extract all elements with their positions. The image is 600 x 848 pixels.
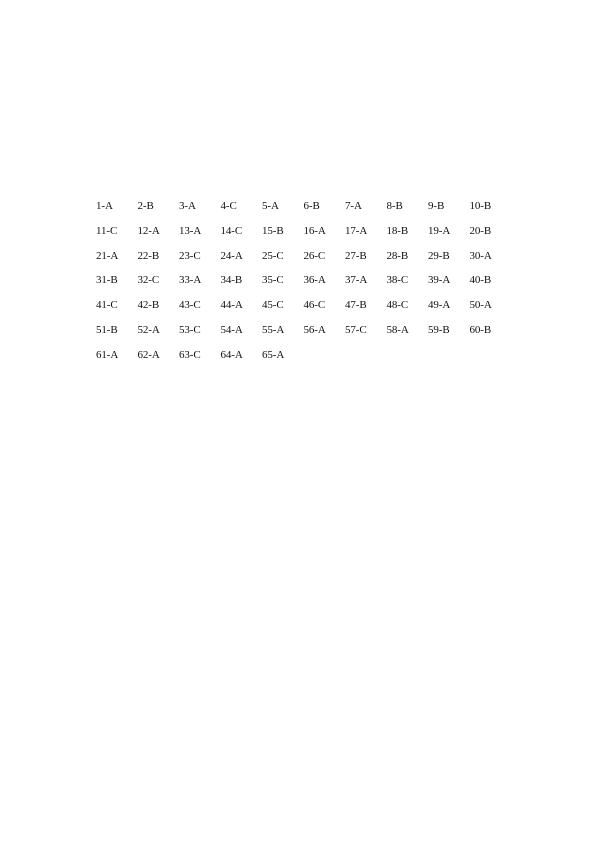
answer-item: 37-A bbox=[345, 274, 368, 287]
answer-item: 28-B bbox=[386, 249, 409, 262]
answer-item: 15-B bbox=[262, 224, 284, 237]
answer-key-grid bbox=[96, 199, 516, 373]
answer-item: 26-C bbox=[303, 249, 326, 262]
answer-item: 4-C bbox=[220, 200, 237, 212]
answer-row bbox=[96, 273, 516, 298]
answer-item: 63-C bbox=[179, 348, 201, 361]
answer-item: 32-C bbox=[137, 274, 160, 287]
answer-item: 31-B bbox=[96, 274, 118, 287]
answer-item: 2-B bbox=[137, 200, 154, 212]
answer-item: 55-A bbox=[262, 323, 285, 336]
answer-item: 5-A bbox=[262, 200, 279, 212]
answer-item: 46-C bbox=[303, 299, 326, 312]
answer-item: 49-A bbox=[428, 299, 451, 312]
answer-item: 44-A bbox=[220, 299, 243, 312]
answer-item: 64-A bbox=[220, 348, 243, 361]
answer-item: 23-C bbox=[179, 249, 201, 262]
answer-item: 59-B bbox=[428, 323, 450, 336]
answer-item: 19-A bbox=[428, 224, 451, 237]
answer-item: 39-A bbox=[428, 274, 451, 287]
answer-item: 56-A bbox=[303, 323, 326, 336]
answer-item: 13-A bbox=[179, 224, 202, 237]
answer-item: 61-A bbox=[96, 348, 119, 361]
answer-item: 24-A bbox=[220, 249, 243, 262]
answer-item: 45-C bbox=[262, 299, 284, 312]
answer-item: 42-B bbox=[137, 299, 160, 312]
answer-item: 33-A bbox=[179, 274, 202, 287]
answer-item: 40-B bbox=[469, 274, 492, 287]
answer-item: 54-A bbox=[220, 323, 243, 336]
answer-item: 9-B bbox=[428, 200, 445, 212]
answer-item: 10-B bbox=[469, 200, 492, 212]
answer-item: 57-C bbox=[345, 323, 367, 336]
answer-row bbox=[96, 348, 516, 373]
answer-row bbox=[96, 199, 516, 224]
answer-item: 58-A bbox=[386, 323, 409, 336]
answer-item: 60-B bbox=[469, 323, 492, 336]
answer-item: 53-C bbox=[179, 323, 201, 336]
answer-item: 12-A bbox=[137, 224, 160, 237]
answer-item: 11-C bbox=[96, 224, 118, 237]
answer-row bbox=[96, 224, 516, 249]
answer-item: 51-B bbox=[96, 323, 118, 336]
answer-item: 18-B bbox=[386, 224, 409, 237]
answer-row bbox=[96, 298, 516, 323]
answer-item: 43-C bbox=[179, 299, 201, 312]
answer-item: 52-A bbox=[137, 323, 160, 336]
answer-item: 35-C bbox=[262, 274, 284, 287]
answer-item: 50-A bbox=[469, 299, 492, 312]
answer-item: 65-A bbox=[262, 348, 285, 361]
answer-item: 34-B bbox=[220, 274, 243, 287]
answer-item: 1-A bbox=[96, 200, 113, 212]
answer-item: 25-C bbox=[262, 249, 284, 262]
answer-row bbox=[96, 323, 516, 348]
answer-item: 22-B bbox=[137, 249, 160, 262]
answer-item: 47-B bbox=[345, 299, 367, 312]
answer-item: 14-C bbox=[220, 224, 243, 237]
answer-item: 21-A bbox=[96, 249, 119, 262]
answer-item: 41-C bbox=[96, 299, 118, 312]
answer-item: 38-C bbox=[386, 274, 409, 287]
answer-item: 17-A bbox=[345, 224, 368, 237]
answer-item: 3-A bbox=[179, 200, 196, 212]
answer-item: 29-B bbox=[428, 249, 450, 262]
answer-item: 30-A bbox=[469, 249, 492, 262]
answer-item: 27-B bbox=[345, 249, 367, 262]
answer-item: 48-C bbox=[386, 299, 409, 312]
answer-item: 20-B bbox=[469, 224, 492, 237]
answer-item: 6-B bbox=[303, 200, 320, 212]
answer-row bbox=[96, 249, 516, 274]
answer-item: 16-A bbox=[303, 224, 326, 237]
answer-item: 36-A bbox=[303, 274, 326, 287]
answer-item: 62-A bbox=[137, 348, 160, 361]
answer-item: 8-B bbox=[386, 200, 403, 212]
answer-item: 7-A bbox=[345, 200, 362, 212]
